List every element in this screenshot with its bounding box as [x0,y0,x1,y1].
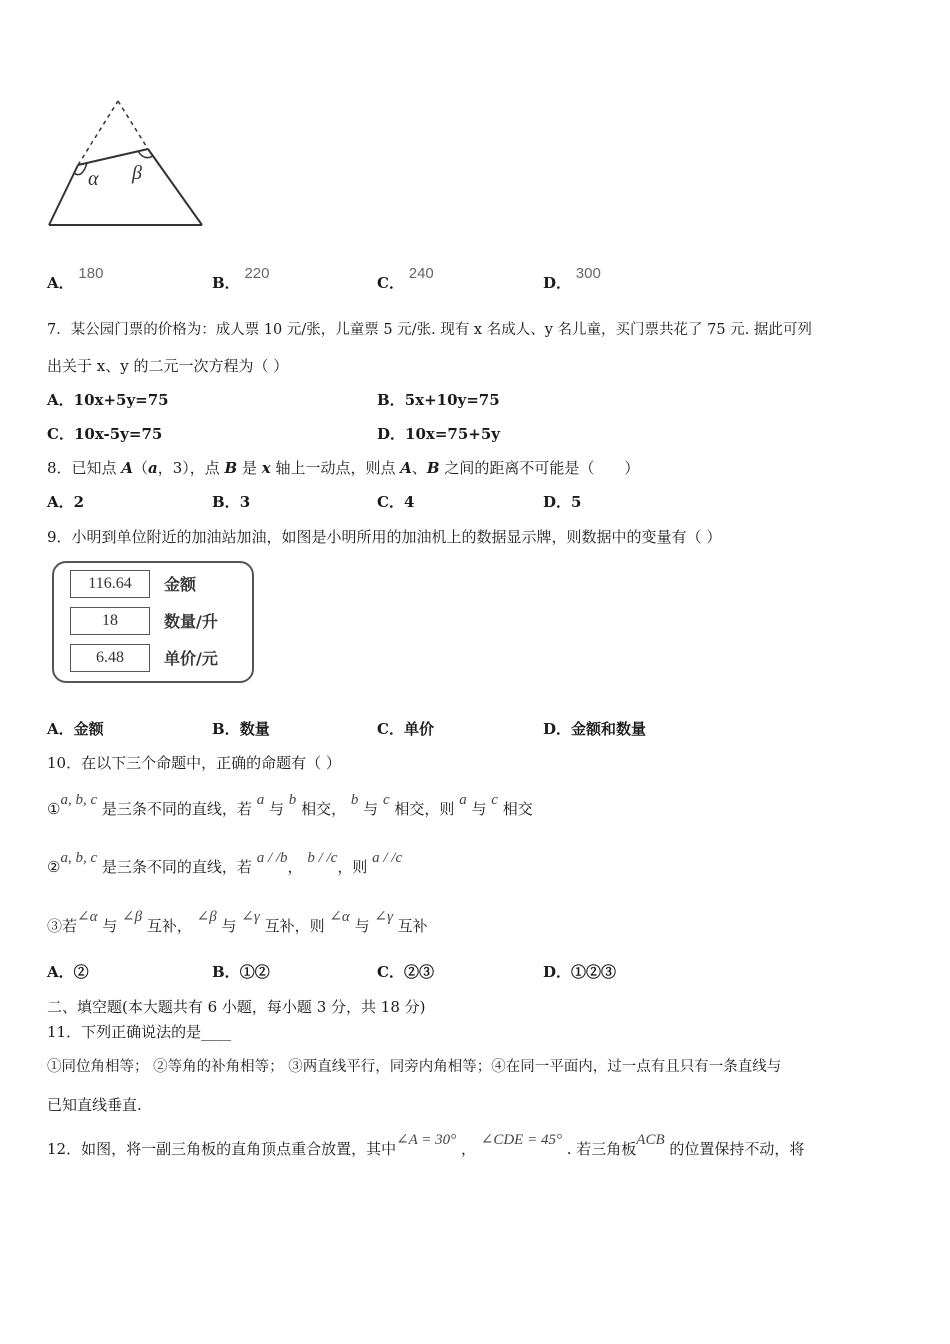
option-text: 2 [73,493,85,511]
option-value: 300 [575,265,601,282]
option-text: 金额 [73,720,104,738]
math-a-parallel-c: a / /c [372,850,403,866]
fuel-pump-display [52,561,254,683]
q11-line2: 已知直线垂直. [47,1096,142,1114]
option-letter: B． [212,963,240,981]
q11-stem: 11．下列正确说法的是____ [47,1023,232,1041]
q11-line1: ①同位角相等； ②等角的补角相等； ③两直线平行，同旁内角相等；④在同一平面内，过一点有且只有一条直线与 [47,1059,782,1075]
option-letter: B． [212,274,240,292]
q9-option-b[interactable] [212,719,270,739]
display-value: 6.48 [70,644,150,672]
option-letter: A． [47,391,74,409]
option-text: 10x+5y=75 [73,391,169,409]
math-b: b [288,792,297,808]
math-angle-gamma: ∠γ [241,909,260,925]
math-a: a [459,792,467,808]
math-acb: ACB [636,1132,665,1148]
q7-option-d[interactable] [377,424,500,444]
option-text: ①②③ [571,963,617,981]
alpha-label: α [88,168,99,190]
display-label: 数量/升 [164,612,218,631]
statement-text: 与 [221,917,237,935]
display-row-unit-price [70,644,250,674]
q12-text: 12．如图，将一副三角板的直角顶点重合放置，其中 [47,1140,397,1158]
statement-text: 相交，则 [394,800,455,818]
q6-option-c[interactable] [377,265,434,294]
option-letter: C． [377,720,404,738]
option-text: 10x=75+5y [405,425,500,443]
q8-text: 8．已知点 [47,459,122,477]
option-letter: B． [212,493,240,511]
option-letter: D． [543,720,572,738]
statement-text: 与 [268,800,284,818]
q6-option-a[interactable] [47,265,104,294]
option-letter: B． [212,720,240,738]
statement-number: ③若 [47,917,78,935]
q8-text: 之间的距离不可能是（ ） [439,459,640,477]
q8-text: 是 [237,459,262,477]
left-edge [49,165,78,225]
option-letter: D． [543,963,572,981]
option-letter: A． [47,720,74,738]
right-edge [148,149,202,225]
q8-stem [47,458,639,478]
option-text: 数量 [239,720,270,738]
statement-text: 与 [363,800,379,818]
option-letter: B． [377,391,405,409]
display-value: 116.64 [70,570,150,598]
math-b: b [350,792,359,808]
option-text: 金额和数量 [571,720,647,738]
statement-text: 互补， [146,917,192,935]
option-text: ② [73,963,89,981]
beta-label: β [132,162,142,184]
option-letter: C． [377,274,404,292]
dashed-right-edge [118,101,148,149]
q10-option-b[interactable] [212,962,270,982]
math-c: c [382,792,390,808]
math-angle-gamma: ∠γ [374,909,393,925]
statement-text: 与 [102,917,118,935]
option-text: ①② [239,963,270,981]
q12-text: . 若三角板 [566,1140,637,1158]
triangle-figure [40,95,215,235]
math-angle-cde: ∠CDE = 45° [480,1132,562,1148]
math-angle-beta: ∠β [196,909,217,925]
statement-number: ② [47,858,61,876]
statement-number: ① [47,800,61,818]
statement-text: 是三条不同的直线，若 [101,858,252,876]
point-a: A [400,459,412,477]
option-text: 3 [239,493,251,511]
var-x: x [261,459,271,477]
q8-text: 、 [411,459,427,477]
option-letter: D． [543,493,572,511]
option-value: 180 [78,265,104,282]
option-value: 220 [244,265,270,282]
option-letter: D． [377,425,406,443]
section-heading: 二、填空题(本大题共有 6 小题，每小题 3 分，共 18 分) [47,998,426,1016]
option-letter: C． [47,425,74,443]
statement-text: 互补，则 [264,917,325,935]
q9-option-c[interactable] [377,719,434,739]
option-text: ②③ [403,963,434,981]
statement-text: 互补 [397,917,428,935]
q8-option-a[interactable] [47,492,84,512]
q7-stem-line2: 出关于 x、y 的二元一次方程为（ ） [47,357,289,375]
q8-text: ，3），点 [157,459,225,477]
statement-text: ， [287,858,303,876]
q10-option-c[interactable] [377,962,434,982]
option-text: 5 [571,493,582,511]
q10-statement-2 [47,850,403,878]
q7-stem-line1: 7．某公园门票的价格为：成人票 10 元/张，儿童票 5 元/张. 现有 x 名成人、y 名儿童，买门票共花了 75 元. 据此可列 [47,322,812,338]
q10-option-a[interactable] [47,962,89,982]
math-angle-alpha: ∠α [329,909,350,925]
option-text: 10x-5y=75 [73,425,163,443]
q9-option-a[interactable] [47,719,104,739]
q12-text: 的位置保持不动，将 [669,1140,805,1158]
q7-option-b[interactable] [377,390,500,410]
point-a: A [121,459,133,477]
statement-text: 是三条不同的直线，若 [101,800,252,818]
statement-text: 相交 [502,800,533,818]
q10-option-d[interactable] [543,962,616,982]
option-letter: A． [47,493,74,511]
q8-option-d[interactable] [543,492,581,512]
point-b: B [224,459,238,477]
q8-option-b[interactable] [212,492,250,512]
math-abc: a, b, c [60,792,98,808]
statement-text: 相交， [301,800,347,818]
math-angle-alpha: ∠α [77,909,98,925]
math-c: c [491,792,498,808]
option-text: 4 [403,493,415,511]
math-angle-beta: ∠β [122,909,143,925]
q6-option-b[interactable] [212,265,270,294]
option-letter: D． [543,274,572,292]
display-row-quantity [70,607,250,637]
q10-statement-3 [47,909,428,937]
option-text: 5x+10y=75 [404,391,500,409]
q10-stem: 10．在以下三个命题中，正确的命题有（ ） [47,754,341,772]
math-b-parallel-c: b / /c [307,850,338,866]
var-a: a [147,459,158,477]
statement-text: 与 [471,800,487,818]
q9-stem: 9．小明到单位附近的加油站加油，如图是小明所用的加油机上的数据显示牌，则数据中的变量有（ ） [47,528,722,546]
display-value: 18 [70,607,150,635]
q8-text: （ [132,459,148,477]
display-row-amount [70,570,250,600]
point-b: B [426,459,440,477]
statement-text: ，则 [337,858,368,876]
dashed-left-edge [78,101,118,165]
display-label: 金额 [164,575,197,594]
math-abc: a, b, c [60,850,98,866]
option-text: 单价 [403,720,434,738]
display-label: 单价/元 [164,649,218,668]
option-value: 240 [408,265,434,282]
math-a-parallel-b: a / /b [256,850,288,866]
option-letter: A． [47,963,74,981]
q8-text: 轴上一动点，则点 [270,459,401,477]
q7-option-a[interactable] [47,390,169,410]
q7-option-c[interactable] [47,424,162,444]
q12-text: ， [460,1140,476,1158]
math-angle-a: ∠A = 30° [396,1132,457,1148]
q9-option-d[interactable] [543,719,646,739]
statement-text: 与 [354,917,370,935]
q8-option-c[interactable] [377,492,414,512]
math-a: a [256,792,265,808]
q10-statement-1 [47,792,533,820]
option-letter: A． [47,274,74,292]
option-letter: C． [377,963,404,981]
option-letter: C． [377,493,404,511]
q6-option-d[interactable] [543,265,601,294]
q12-stem [47,1132,805,1160]
